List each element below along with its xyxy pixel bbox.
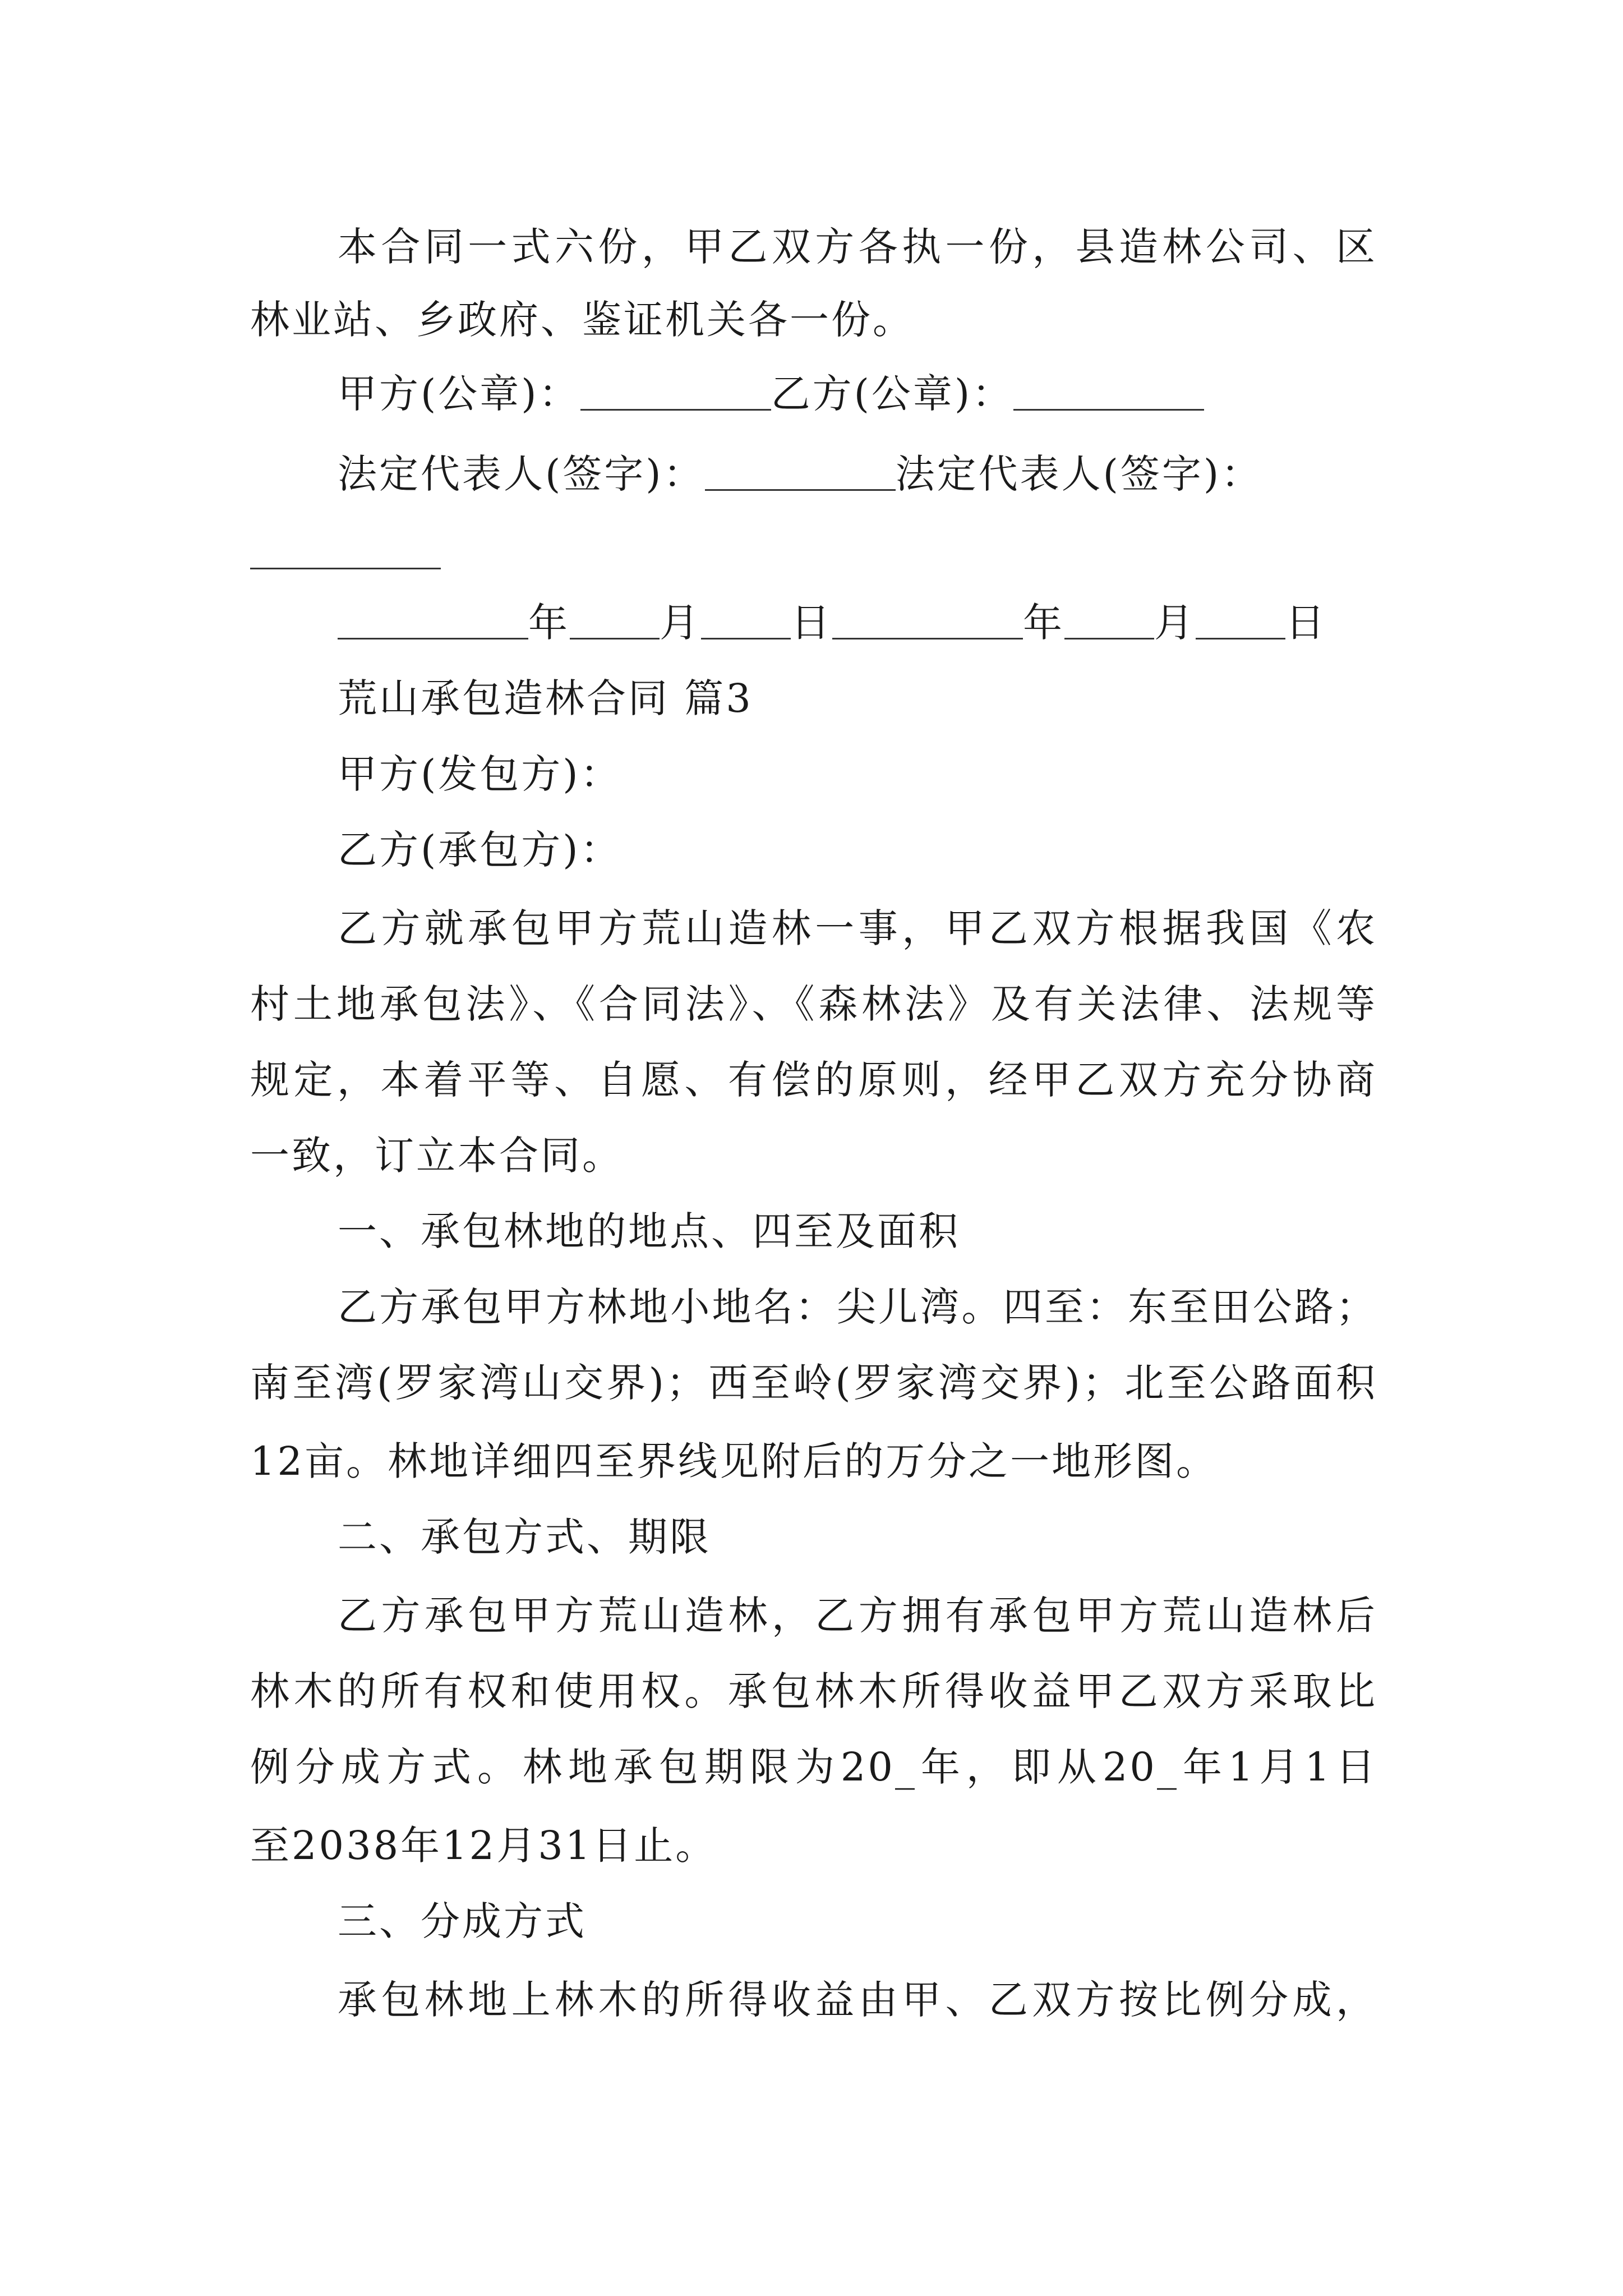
paragraph-line: 规定，本着平等、自愿、有偿的原则，经甲乙双方充分协商 [250, 1057, 1377, 1103]
day-label: 日 [1285, 600, 1327, 646]
representative-blank-line [250, 524, 441, 581]
date-blank [1196, 599, 1285, 639]
signature-blank [580, 370, 771, 411]
date-blank [832, 599, 1023, 639]
paragraph-line: 林业站、乡政府、鉴证机关各一份。 [250, 297, 914, 343]
paragraph-line: 乙方就承包甲方荒山造林一事，甲乙双方根据我国《农 [338, 905, 1377, 951]
date-blank [338, 599, 528, 639]
date-blank [701, 599, 791, 639]
signature-blank [705, 450, 896, 491]
paragraph-line: 例分成方式。林地承包期限为20_年，即从20_年1月1日 [250, 1744, 1377, 1790]
party-a-line: 甲方(发包方)： [338, 751, 622, 797]
party-b-seal-label: 乙方(公章)： [771, 371, 1014, 417]
section-title: 荒山承包造林合同 篇3 [338, 675, 753, 721]
paragraph-line: 乙方承包甲方林地小地名：尖儿湾。四至：东至田公路； [338, 1284, 1377, 1330]
party-a-seal-label: 甲方(公章)： [338, 371, 580, 417]
paragraph-line: 至2038年12月31日止。 [250, 1823, 717, 1869]
paragraph-line: 承包林地上林木的所得收益由甲、乙双方按比例分成， [338, 1977, 1377, 2023]
month-label: 月 [660, 600, 701, 646]
signature-blank [250, 528, 441, 569]
paragraph-line: 村土地承包法》、《合同法》、《森林法》及有关法律、法规等 [250, 981, 1377, 1027]
day-label: 日 [791, 600, 832, 646]
date-blank [570, 599, 660, 639]
date-blank [1064, 599, 1154, 639]
section-heading: 二、承包方式、期限 [338, 1514, 711, 1560]
signature-blank [1013, 370, 1204, 411]
party-a-rep-label: 法定代表人(签字)： [338, 451, 705, 497]
section-heading: 三、分成方式 [338, 1898, 587, 1944]
date-line [338, 595, 1327, 651]
paragraph-line: 南至湾(罗家湾山交界)；西至岭(罗家湾交界)；北至公路面积 [250, 1360, 1377, 1406]
year-label: 年 [528, 600, 570, 646]
party-b-line: 乙方(承包方)： [338, 827, 622, 873]
paragraph-line: 本合同一式六份，甲乙双方各执一份，县造林公司、区 [338, 224, 1377, 270]
month-label: 月 [1154, 600, 1196, 646]
party-b-rep-label: 法定代表人(签字)： [895, 451, 1263, 497]
section-heading: 一、承包林地的地点、四至及面积 [338, 1208, 960, 1254]
paragraph-line: 林木的所有权和使用权。承包林木所得收益甲乙双方采取比 [250, 1668, 1377, 1714]
paragraph-line: 乙方承包甲方荒山造林，乙方拥有承包甲方荒山造林后 [338, 1593, 1377, 1639]
paragraph-line: 12亩。林地详细四至界线见附后的万分之一地形图。 [250, 1438, 1218, 1484]
year-label: 年 [1023, 600, 1064, 646]
signature-seal-line [338, 366, 1204, 422]
representative-line [338, 446, 1262, 502]
paragraph-line: 一致，订立本合同。 [250, 1133, 624, 1179]
